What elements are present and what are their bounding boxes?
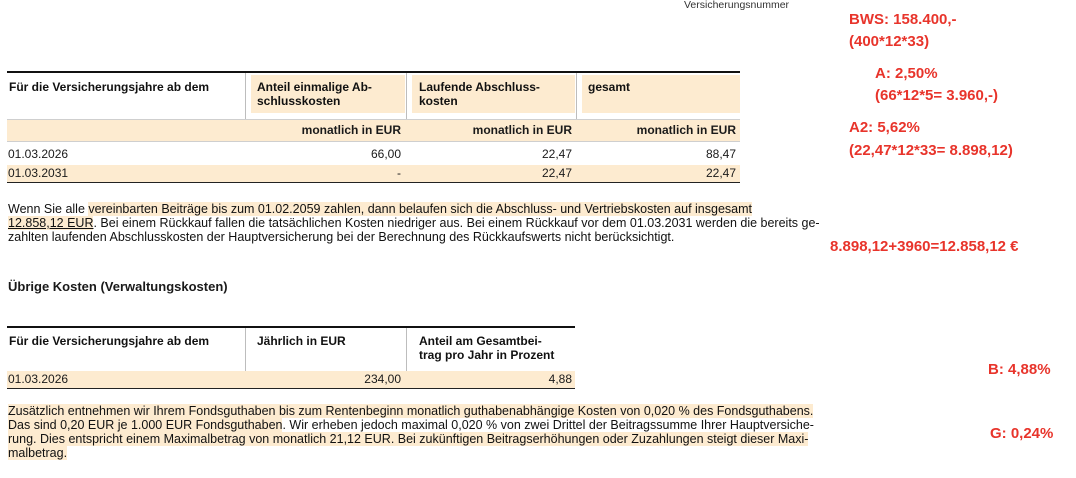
highlighted-text: rung. Dies entspricht einem Maximalbetrag von monatlich 21,12 EUR. Bei zukünftigen Beitragserhöhungen oder Zuzahlungen steigt dieser Maxi- [8, 432, 809, 446]
table-top-rule [7, 326, 575, 328]
annotation-sum: 8.898,12+3960=12.858,12 € [830, 238, 1019, 255]
paragraph-line [8, 405, 813, 419]
cell-jaehrlich: 234,00 [364, 372, 401, 386]
col-header-gesamt: gesamt [588, 80, 631, 94]
annotation-a: A: 2,50% [875, 65, 938, 82]
annotation-a-formula: (66*12*5= 3.960,-) [875, 87, 999, 104]
versicherungsnummer-label: Versicherungsnummer [684, 0, 790, 11]
annotation-a2: A2: 5,62% [849, 119, 920, 136]
subheader-laufend: monatlich in EUR [472, 123, 572, 137]
col-header-jaehrlich: Jährlich in EUR [257, 334, 346, 348]
highlighted-text: Das sind 0,20 EUR je 1.000 EUR Fondsguthaben [8, 418, 283, 432]
column-divider [406, 328, 407, 371]
annotation-g: G: 0,24% [990, 425, 1054, 442]
subheader-einmalig: monatlich in EUR [301, 123, 401, 137]
column-divider [245, 328, 246, 371]
cell-laufend: 22,47 [541, 147, 572, 161]
cell-date: 01.03.2026 [8, 372, 69, 386]
cell-gesamt: 22,47 [705, 166, 736, 180]
cell-laufend: 22,47 [541, 166, 572, 180]
col-header-laufend: Laufende Abschluss- kosten [419, 80, 540, 108]
table-row [7, 146, 740, 163]
annotation-b: B: 4,88% [988, 361, 1051, 378]
highlighted-text: vereinbarten Beiträge bis zum 01.02.2059 zahlen, dann belaufen sich die Abschluss- und Vertriebskosten auf insgesamt [88, 202, 752, 216]
col-header-jahr: Für die Versicherungsjahre ab dem [9, 80, 210, 94]
cell-date: 01.03.2026 [8, 147, 69, 161]
highlighted-text: malbetrag. [8, 446, 68, 460]
paragraph-line: Wenn Sie alle vereinbarten Beiträge bis zum 01.02.2059 zahlen, dann belaufen sich die Abschluss- und Vertriebskosten auf insgesamt [8, 202, 752, 216]
annotation-a2-formula: (22,47*12*33= 8.898,12) [849, 142, 1013, 159]
col-header-jahr: Für die Versicherungsjahre ab dem [9, 334, 210, 348]
cell-gesamt: 88,47 [705, 147, 736, 161]
paragraph-line [8, 447, 67, 461]
subheader-gesamt: monatlich in EUR [636, 123, 736, 137]
paragraph-line: Das sind 0,20 EUR je 1.000 EUR Fondsguthaben. Wir erheben jedoch maximal 0,020 % von zwei Drittel der Beitragssumme Ihrer Hauptversiche- [8, 418, 814, 432]
annotation-bws: BWS: 158.400,- [849, 11, 957, 28]
cell-einmalig: - [397, 166, 401, 180]
col-header-anteil: Anteil am Gesamtbei- trag pro Jahr in Prozent [419, 334, 555, 362]
section-title: Übrige Kosten (Verwaltungskosten) [8, 279, 228, 294]
highlighted-total: 12.858,12 EUR [8, 216, 94, 230]
highlighted-text: Zusätzlich entnehmen wir Ihrem Fondsguthaben bis zum Rentenbeginn monatlich guthabenabhängige Kosten von 0,020 % des Fondsguthabens. [8, 404, 814, 418]
paragraph-line: zahlten laufenden Abschlusskosten der Hauptversicherung bei der Berechnung des Rückkaufswerts nicht berücksichtigt. [8, 230, 675, 244]
col-header-einmalig: Anteil einmalige Ab- schlusskosten [257, 80, 372, 108]
paragraph-line [8, 433, 808, 447]
cell-einmalig: 66,00 [370, 147, 401, 161]
annotation-bws-formula: (400*12*33) [849, 33, 930, 50]
subheader-row [7, 119, 740, 142]
cell-date: 01.03.2031 [8, 166, 69, 180]
paragraph-line: 12.858,12 EUR. Bei einem Rückkauf fallen die tatsächlichen Kosten niedriger aus. Bei einem Rückkauf vor dem 01.03.2031 werden die bereits ge- [8, 216, 820, 230]
table-row [7, 165, 740, 183]
table-row [7, 371, 575, 389]
table-top-rule [7, 71, 740, 73]
cell-anteil: 4,88 [548, 372, 572, 386]
